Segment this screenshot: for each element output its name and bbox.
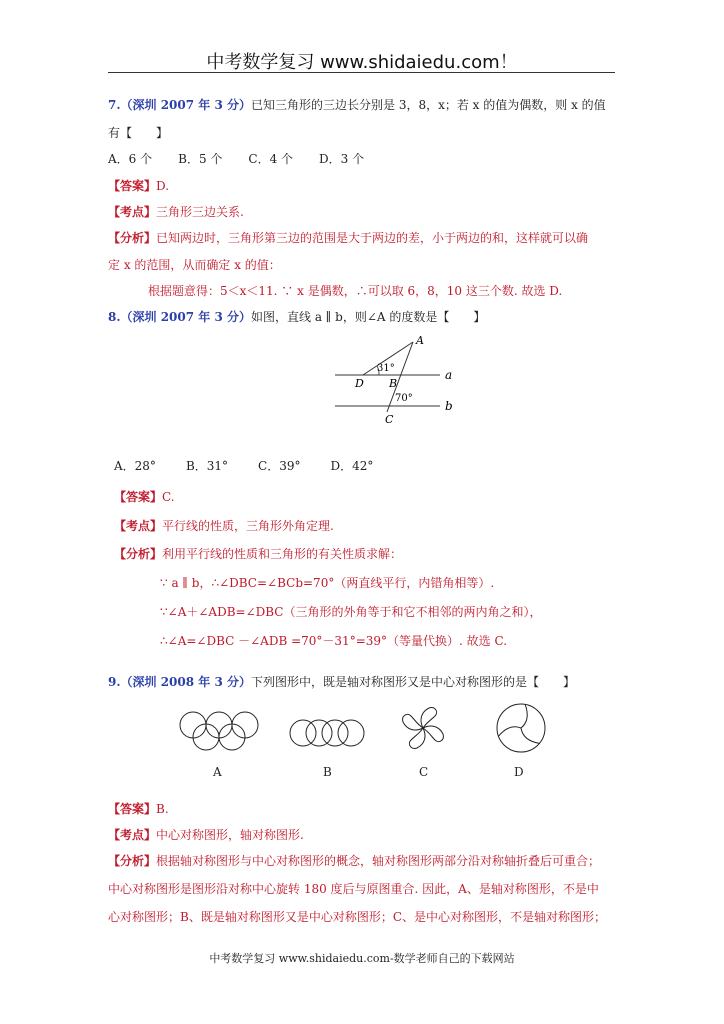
arm	[518, 728, 542, 745]
q9-label-b: B	[323, 765, 332, 779]
q8-stem	[108, 308, 485, 325]
q7-source: 7.（深圳 2007 年 3 分）	[108, 98, 251, 112]
q9-label-c: C	[419, 765, 429, 779]
angle-31-label: 31°	[377, 363, 395, 374]
q7-analysis-text1: 已知两边时，三角形第三边的范围是大于两边的差，小于两边的和，这样就可以确	[156, 231, 589, 245]
label-b-point: B	[389, 377, 398, 390]
q7-analysis-line1	[108, 229, 588, 246]
petal	[423, 726, 443, 742]
q8-answer-tag: 【答案】	[114, 490, 163, 504]
circle	[322, 720, 348, 746]
q7-point	[108, 203, 244, 220]
page-footer: 中考数学复习 www.shidaiedu.com-数学老师自己的下载网站	[209, 952, 515, 965]
q8-analysis	[114, 545, 402, 562]
header-rule	[108, 72, 615, 73]
q9-stem	[108, 673, 575, 690]
circle	[338, 720, 364, 746]
q9-figure-d-triskelion	[493, 700, 549, 756]
q8-step2: ∵∠A＋∠ADB=∠DBC（三角形的外角等于和它不相邻的两内角之和），	[160, 605, 542, 619]
q9-answer	[108, 800, 169, 817]
q9-label-d: D	[514, 765, 524, 779]
q9-figure-c-pinwheel	[395, 700, 451, 756]
q7-stem-text: 已知三角形的三边长分别是 3，8，x；若 x 的值为偶数，则 x 的值	[251, 98, 606, 112]
q9-answer-tag: 【答案】	[108, 802, 157, 816]
q9-figure-a-rings	[175, 705, 265, 755]
q7-analysis-line2: 定 x 的范围，从而确定 x 的值：	[108, 258, 281, 272]
q7-answer-value: D.	[156, 179, 170, 193]
q7-option-d: D．3 个	[319, 152, 365, 166]
label-c-point: C	[385, 413, 394, 426]
q8-answer-value: C.	[162, 490, 175, 504]
arm	[497, 723, 521, 740]
q8-option-c: C．39°	[258, 459, 301, 473]
q7-options	[108, 150, 364, 167]
q8-option-b: B．31°	[185, 459, 229, 473]
q7-stem-line1	[108, 96, 606, 113]
q9-point-tag: 【考点】	[108, 828, 157, 842]
q7-option-b: B．5 个	[178, 152, 223, 166]
petal	[409, 728, 425, 748]
q8-step3: ∴∠A=∠DBC －∠ADB =70°－31°=39°（等量代换）. 故选 C.	[160, 634, 508, 648]
label-line-a: a	[445, 368, 453, 382]
q7-point-text: 三角形三边关系.	[156, 205, 244, 219]
q9-stem-text: 下列图形中，既是轴对称图形又是中心对称图形的是【 】	[251, 675, 576, 689]
q7-analysis-line3: 根据题意得：5＜x＜11. ∵ x 是偶数，∴可以取 6，8，10 这三个数. 故选 D.	[148, 284, 563, 298]
label-a-point: A	[416, 334, 424, 347]
q9-source: 9.（深圳 2008 年 3 分）	[108, 675, 251, 689]
q7-analysis-tag: 【分析】	[108, 231, 157, 245]
q9-analysis-line2: 中心对称图形是图形沿对称中心旋转 180 度后与原图重合. 因此，A、是轴对称图形，不是中	[108, 882, 599, 896]
q9-point	[108, 826, 304, 843]
q9-point-text: 中心对称图形，轴对称图形.	[156, 828, 304, 842]
q8-source: 8.（深圳 2007 年 3 分）	[108, 310, 251, 324]
circle	[306, 720, 332, 746]
label-line-b: b	[445, 399, 453, 413]
q8-analysis-tag: 【分析】	[114, 547, 163, 561]
q9-figure-b-circles	[285, 713, 370, 753]
petal	[421, 708, 437, 728]
q8-step1: ∵ a ∥ b，∴∠DBC=∠BCb=70°（两直线平行，内错角相等）.	[160, 576, 495, 590]
q8-option-a: A．28°	[114, 459, 156, 473]
angle-70-label: 70°	[395, 393, 413, 404]
q8-options	[114, 457, 373, 474]
q8-point	[114, 517, 334, 534]
q9-analysis-text1: 根据轴对称图形与中心对称图形的概念，轴对称图形两部分沿对称轴折叠后可重合；	[156, 854, 601, 868]
q7-answer-tag: 【答案】	[108, 179, 157, 193]
q7-option-c: C．4 个	[248, 152, 294, 166]
q8-parallel-lines-figure	[325, 330, 465, 430]
q9-analysis-line3: 心对称图形；B、既是轴对称图形又是中心对称图形；C、是中心对称图形，不是轴对称图形；	[108, 910, 607, 924]
q9-analysis-tag: 【分析】	[108, 854, 157, 868]
q9-analysis-line1	[108, 852, 600, 869]
q7-point-tag: 【考点】	[108, 205, 157, 219]
q9-label-a: A	[213, 765, 222, 779]
circle	[290, 720, 316, 746]
label-d-point: D	[355, 377, 364, 390]
page-header-title: 中考数学复习 www.shidaiedu.com！	[206, 52, 518, 73]
q7-stem-line2: 有【 】	[108, 126, 169, 140]
q8-point-text: 平行线的性质，三角形外角定理.	[162, 519, 334, 533]
petal	[403, 714, 423, 730]
q9-answer-value: B.	[156, 802, 169, 816]
q8-answer	[114, 488, 175, 505]
q8-stem-text: 如图，直线 a ∥ b，则∠A 的度数是【 】	[251, 310, 486, 324]
q8-option-d: D．42°	[330, 459, 374, 473]
q8-point-tag: 【考点】	[114, 519, 163, 533]
q8-analysis-text: 利用平行线的性质和三角形的有关性质求解：	[162, 547, 403, 561]
q7-option-a: A．6 个	[108, 152, 153, 166]
arm	[521, 704, 527, 728]
q7-answer	[108, 177, 169, 194]
